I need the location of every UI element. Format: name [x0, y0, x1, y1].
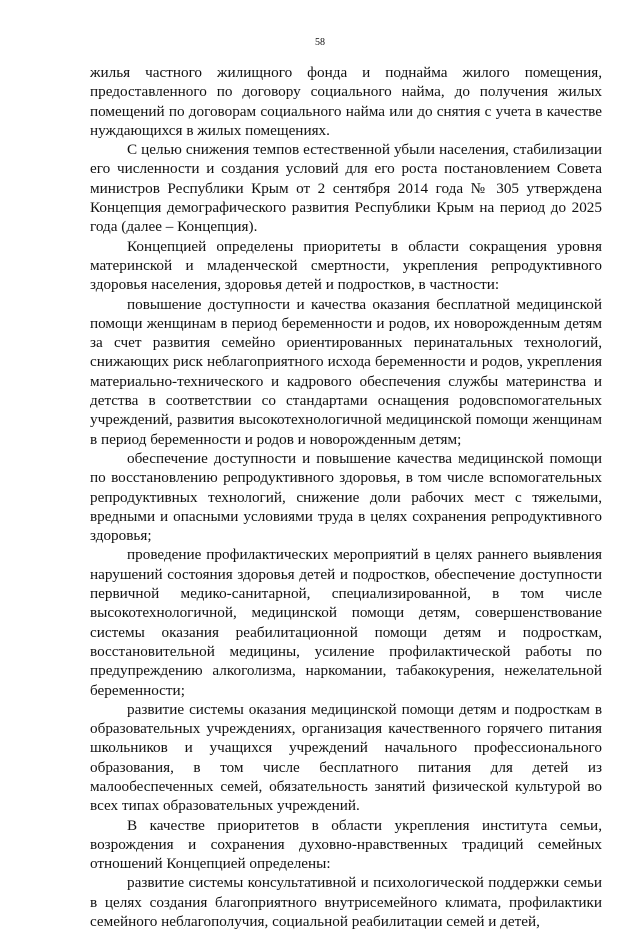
- page-number: 58: [315, 37, 325, 48]
- paragraph-item-family-support: развитие системы консультативной и психологической поддержки семьи в целях создания благоприятного внутрисемейного климата, профилактики семейного неблагополучия, социальной реабилитации семей и детей,: [90, 874, 602, 931]
- paragraph-family-priorities: В качестве приоритетов в области укрепления института семьи, возрождения и сохранения духовно-нравственных традиций семейных отношений Концепцией определены:: [90, 816, 602, 873]
- paragraph-item-maternal-care: повышение доступности и качества оказания бесплатной медицинской помощи женщинам в период беременности и родов, их новорожденным детям за счет развития семейно ориентированных перинатальных технологий, снижающих риск неблагоприятного исхода беременности и родов, укрепления материально-технического и кадрового обеспечения службы материнства и детства в соответствии со стандартами оснащения родовспомогательных учреждений, развития высокотехнологичной медицинской помощи женщинам в период беременности и родов и новорожденным детям;: [90, 295, 602, 448]
- paragraph-item-prevention: проведение профилактических мероприятий в целях раннего выявления нарушений состояния здоровья детей и подростков, обеспечение доступности первичной медико-санитарной, специализированной, в том числе высокотехнологичной, медицинской помощи детям, совершенствование системы оказания реабилитационной помощи детям и подросткам, восстановительной медицины, усиление профилактической работы по предупреждению алкоголизма, наркомании, табакокурения, нежелательной беременности;: [90, 546, 602, 699]
- paragraph-item-school-medicine: развитие системы оказания медицинской помощи детям и подросткам в образовательных учреждениях, организация качественного горячего питания школьников и учащихся учреждений начального профессионального образования, в том числе бесплатного питания для детей из малообеспеченных семей, обязательность занятий физической культурой во всех типах образовательных учреждений.: [90, 700, 602, 815]
- paragraph-priorities: Концепцией определены приоритеты в области сокращения уровня материнской и младенческой смертности, укрепления репродуктивного здоровья населения, здоровья детей и подростков, в частности:: [90, 237, 602, 294]
- paragraph-continuation: жилья частного жилищного фонда и поднайма жилого помещения, предоставленного по договору социального найма, до получения жилых помещений по договорам социального найма или до снятия с учета в качестве нуждающихся в жилых помещениях.: [90, 64, 602, 139]
- document-body: [90, 63, 602, 931]
- paragraph-concept-intro: С целью снижения темпов естественной убыли населения, стабилизации его численности и создания условий для его роста постановлением Совета министров Республики Крым от 2 сентября 2014 года № 305 утверждена Концепция демографического развития Республики Крым на период до 2025 года (далее – Концепция).: [90, 141, 602, 236]
- paragraph-item-reproductive-health: обеспечение доступности и повышение качества медицинской помощи по восстановлению репродуктивного здоровья, в том числе вспомогательных репродуктивных технологий, снижение доли рабочих мест с тяжелыми, вредными и опасными условиями труда в целях сохранения репродуктивного здоровья;: [90, 449, 602, 545]
